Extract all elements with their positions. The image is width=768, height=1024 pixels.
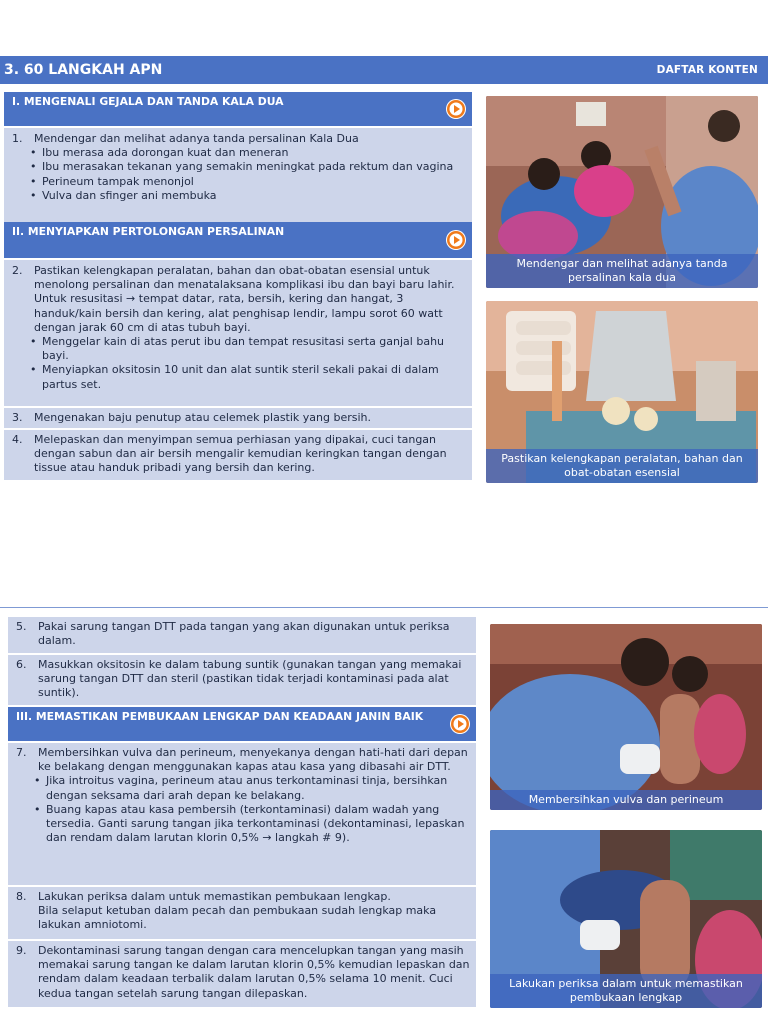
- step-8: [8, 885, 476, 939]
- play-icon: [446, 99, 466, 119]
- page-divider: [0, 607, 768, 608]
- step-text: Masukkan oksitosin ke dalam tabung suntik (gunakan tangan yang memakai sarung tangan DTT dan steril (pastikan tidak terjadi kontaminasi pada alat suntik).: [38, 658, 462, 700]
- step-number: 7.: [16, 746, 27, 759]
- step-number: 2.: [12, 264, 23, 277]
- play-icon: [446, 230, 466, 250]
- step-2: [4, 258, 472, 406]
- step-4: [4, 428, 472, 480]
- section-header-2: [4, 222, 472, 258]
- play-icon: [450, 714, 470, 734]
- step-text: Mendengar dan melihat adanya tanda persalinan Kala Dua: [34, 132, 359, 145]
- list-item: • Perineum tampak menonjol: [42, 175, 466, 189]
- table-of-contents-link[interactable]: DAFTAR KONTEN: [656, 64, 758, 76]
- step-3: [4, 406, 472, 428]
- step-9: [8, 939, 476, 1007]
- step-2-bullets: [12, 335, 466, 392]
- step-7-bullets: [16, 774, 470, 845]
- step-number: 4.: [12, 433, 23, 446]
- step-number: 1.: [12, 132, 23, 145]
- step-text: Membersihkan vulva dan perineum, menyekanya dengan hati-hati dari depan ke belakang dengan menggunakan kapas atau kasa yang dibasahi air DTT.: [38, 746, 468, 774]
- play-video-button-1[interactable]: [446, 99, 466, 119]
- list-item: • Menggelar kain di atas perut ibu dan tempat resusitasi serta ganjal bahu bayi.: [42, 335, 466, 363]
- photo-kala-dua: [486, 96, 758, 288]
- top-steps-column: [4, 92, 472, 480]
- step-text: Mengenakan baju penutup atau celemek plastik yang bersih.: [34, 411, 372, 424]
- list-item: • Vulva dan sfinger ani membuka: [42, 189, 466, 203]
- step-1: [4, 126, 472, 222]
- list-item: • Jika introitus vagina, perineum atau anus terkontaminasi tinja, bersihkan dengan seksama dari arah depan ke belakang.: [46, 774, 470, 802]
- list-item: • Ibu merasa ada dorongan kuat dan meneran: [42, 146, 466, 160]
- list-item: • Ibu merasakan tekanan yang semakin meningkat pada rektum dan vagina: [42, 160, 466, 174]
- bottom-steps-column: [8, 617, 476, 1007]
- list-item: • Buang kapas atau kasa pembersih (terkontaminasi) dalam wadah yang tersedia. Ganti sarung tangan jika terkontaminasi (dekontaminasi, lepaskan dan rendam dalam larutan klorin 0,5% → langkah # 9).: [46, 803, 470, 846]
- section-title-3: III. MEMASTIKAN PEMBUKAAN LENGKAP DAN KEADAAN JANIN BAIK: [16, 710, 424, 723]
- photo-caption: Membersihkan vulva dan perineum: [490, 790, 762, 810]
- step-text: Pastikan kelengkapan peralatan, bahan dan obat-obatan esensial untuk menolong persalinan dan menatalaksana komplikasi ibu dan bayi baru lahir. Untuk resusitasi → tempat datar, rata, bersih, kering dan hangat, 3 handuk/kain bersih dan kering, alat penghisap lendir, lampu sorot 60 watt dengan jarak 60 cm di atas tubuh bayi.: [34, 264, 455, 334]
- play-video-button-2[interactable]: [446, 230, 466, 250]
- step-number: 6.: [16, 658, 27, 671]
- step-number: 5.: [16, 620, 27, 633]
- photo-caption: Lakukan periksa dalam untuk memastikan pembukaan lengkap: [490, 974, 762, 1008]
- page-header: [0, 56, 768, 84]
- step-number: 3.: [12, 411, 23, 424]
- step-1-bullets: [12, 146, 466, 203]
- step-number: 9.: [16, 944, 27, 957]
- step-text: Lakukan periksa dalam untuk memastikan pembukaan lengkap.: [38, 890, 391, 903]
- photo-membersihkan-vulva: [490, 624, 762, 810]
- step-text: Dekontaminasi sarung tangan dengan cara mencelupkan tangan yang masih memakai sarung tangan ke dalam larutan klorin 0,5% kemudian lepaskan dan rendam dalam keadaan terbalik dalam larutan 0,5% selama 10 menit. Cuci kedua tangan setelah sarung tangan dilepaskan.: [38, 944, 470, 1000]
- step-text: Melepaskan dan menyimpan semua perhiasan yang dipakai, cuci tangan dengan sabun dan air bersih mengalir kemudian keringkan tangan dengan tissue atau handuk pribadi yang bersih dan kering.: [34, 433, 447, 475]
- photo-peralatan: [486, 301, 758, 483]
- step-6: [8, 653, 476, 705]
- list-item: • Menyiapkan oksitosin 10 unit dan alat suntik steril sekali pakai di dalam partus set.: [42, 363, 466, 391]
- photo-caption: Mendengar dan melihat adanya tanda persalinan kala dua: [486, 254, 758, 288]
- photo-caption: Pastikan kelengkapan peralatan, bahan dan obat-obatan esensial: [486, 449, 758, 483]
- section-header-3: [8, 705, 476, 741]
- step-note: Bila selaput ketuban dalam pecah dan pembukaan sudah lengkap maka lakukan amniotomi.: [38, 904, 437, 932]
- section-title-2: II. MENYIAPKAN PERTOLONGAN PERSALINAN: [12, 225, 285, 238]
- step-5: [8, 617, 476, 653]
- section-title-1: I. MENGENALI GEJALA DAN TANDA KALA DUA: [12, 95, 284, 108]
- page-title: 3. 60 LANGKAH APN: [4, 62, 163, 78]
- step-7: [8, 741, 476, 885]
- cleaning-scene-illustration: [490, 624, 762, 810]
- step-text: Pakai sarung tangan DTT pada tangan yang akan digunakan untuk periksa dalam.: [38, 620, 450, 648]
- section-header-1: [4, 92, 472, 126]
- play-video-button-3[interactable]: [450, 714, 470, 734]
- photo-periksa-dalam: [490, 830, 762, 1008]
- step-number: 8.: [16, 890, 27, 903]
